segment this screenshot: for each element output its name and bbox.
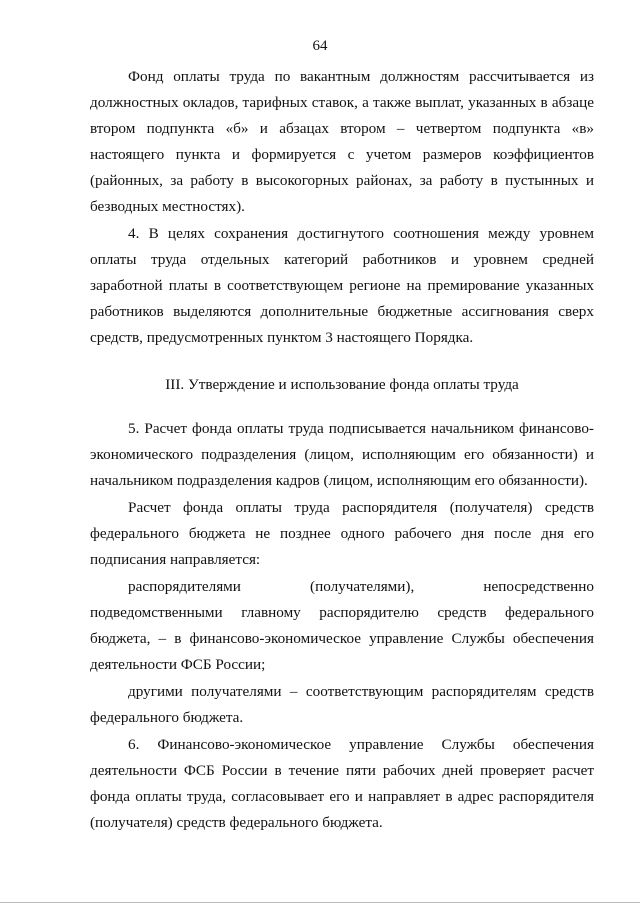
paragraph-item-5-other-recipients: другими получателями – соответствующим распорядителям средств федерального бюджета.: [90, 683, 594, 726]
paragraph-item-5-calculation: Расчет фонда оплаты труда распорядителя (получателя) средств федерального бюджета не позднее одного рабочего дня после дня его подписания направляется:: [90, 499, 594, 568]
paragraph-item-5-managers-line: распорядителями (получателями), непосредственно: [128, 578, 594, 595]
page-number: 64: [312, 38, 328, 54]
scan-bottom-edge: [0, 902, 640, 903]
paragraph-item-5-managers-rest: подведомственными главному распорядителю средств федерального бюджета, – в финансово-экономическое управление Службы обеспечения деятельности ФСБ России;: [90, 604, 594, 673]
section-heading: III. Утверждение и использование фонда оплаты труда: [165, 376, 519, 393]
paragraph-vacant-positions: Фонд оплаты труда по вакантным должностям рассчитывается из должностных окладов, тарифных ставок, а также выплат, указанных в абзаце втором подпункта «б» и абзацах втором – четвертом подпункта «в» настоящего пункта и формируется с учетом размеров коэффициентов (районных, за работу в высокогорных районах, за работу в пустынных и безводных местностях).: [90, 68, 594, 215]
document-body: [90, 64, 594, 836]
paragraph-item-4: 4. В целях сохранения достигнутого соотношения между уровнем оплаты труда отдельных категорий работников и уровнем средней заработной платы в соответствующем регионе на премирование указанных работников выделяются дополнительные бюджетные ассигнования сверх средств, предусмотренных пунктом 3 настоящего Порядка.: [90, 225, 594, 346]
paragraph-item-6: 6. Финансово-экономическое управление Службы обеспечения деятельности ФСБ России в течение пяти рабочих дней проверяет расчет фонда оплаты труда, согласовывает его и направляет в адрес распорядителя (получателя) средств федерального бюджета.: [90, 736, 594, 831]
paragraph-item-5: 5. Расчет фонда оплаты труда подписывается начальником финансово-экономического подразделения (лицом, исполняющим его обязанности) и начальником подразделения кадров (лицом, исполняющим его обязанности).: [90, 420, 594, 489]
